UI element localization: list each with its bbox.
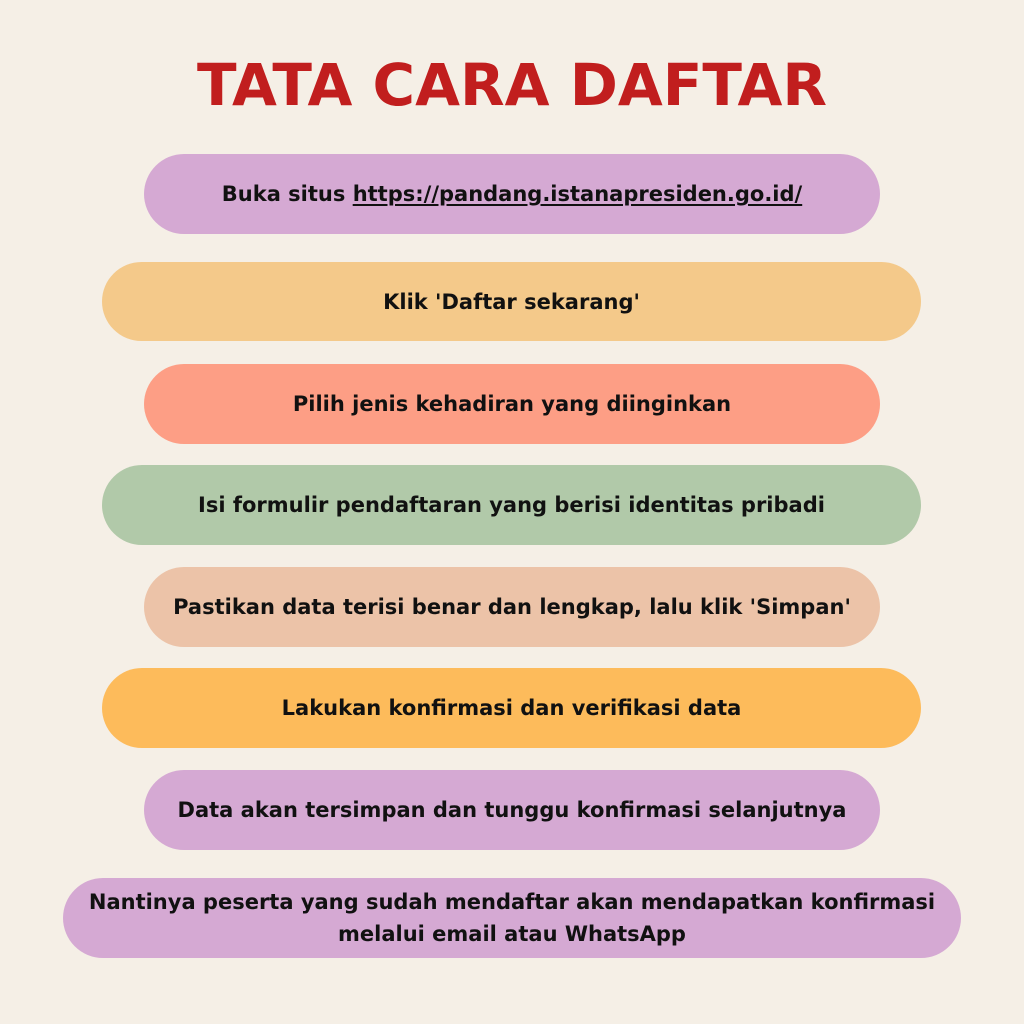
- step-6-pill: [102, 668, 921, 748]
- step-7-label: Data akan tersimpan dan tunggu konfirmasi selanjutnya: [177, 798, 847, 822]
- step-1-label: [222, 178, 802, 210]
- step-6-label: Lakukan konfirmasi dan verifikasi data: [281, 696, 742, 720]
- step-3-pill: [144, 364, 880, 444]
- step-8-label: Nantinya peserta yang sudah mendaftar akan mendapatkan konfirmasi melalui email atau WhatsApp: [88, 890, 936, 946]
- step-1-prefix: Buka situs: [221, 182, 353, 206]
- step-7-pill: [144, 770, 880, 850]
- step-5-pill: [144, 567, 880, 647]
- step-4-pill: [102, 465, 921, 545]
- step-3-label: Pilih jenis kehadiran yang diinginkan: [292, 392, 732, 416]
- step-8-pill: [63, 878, 961, 958]
- step-2-label: Klik 'Daftar sekarang': [383, 289, 640, 314]
- website-link[interactable]: https://pandang.istanapresiden.go.id/: [352, 182, 803, 206]
- step-5-label: Pastikan data terisi benar dan lengkap, lalu klik 'Simpan': [173, 595, 851, 619]
- step-2-pill: [102, 262, 921, 341]
- page-title: TATA CARA DAFTAR: [196, 51, 828, 119]
- step-1-pill: [144, 154, 880, 234]
- step-4-label: Isi formulir pendaftaran yang berisi identitas pribadi: [198, 493, 825, 517]
